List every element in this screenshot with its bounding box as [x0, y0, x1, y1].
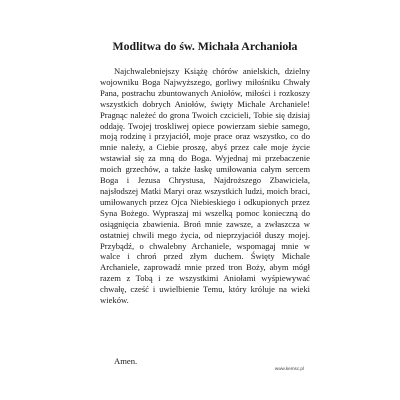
- prayer-card: [96, 28, 314, 373]
- prayer-closing: Amen.: [114, 356, 138, 366]
- prayer-title: Modlitwa do św. Michała Archanioła: [112, 39, 298, 53]
- footer-url: www.kemsc.pl: [274, 366, 304, 371]
- prayer-text: Najchwalebniejszy Książę chórów anielskich, dzielny wojowniku Boga Najwyższego, gorliwy miłośniku Chwały Pana, postrachu zbuntowanych Aniołów, miłości i rozkoszy wszystkich dobrych Aniołów, święty Michale Archaniele! Pragnąc należeć do grona Twoich czcicieli, Tobie się dzisiaj oddaję. Twojej troskliwej opiece powierzam siebie samego, moją rodzinę i przyjaciół, moje prace oraz wszystko, co do mnie należy, a Ciebie proszę, abyś przez całe moje życie wstawiał się za mną do Boga. Wyjednaj mi przebaczenie moich grzechów, a także łaskę umiłowania całym sercem Boga i Jezusa Chrystusa, Najdroższego Zbawiciela, najsłodszej Matki Maryi oraz wszystkich ludzi, moich braci, umiłowanych przez Ojca Niebieskiego i odkupionych przez Syna Bożego. Wypraszaj mi wszelką pomoc konieczną do osiągnięcia zbawienia. Broń mnie zawsze, a zwłaszcza w ostatniej chwili mego życia, od nieprzyjaciół duszy mojej. Przybądź, o chwalebny Archaniele, wspomagaj mnie w walce i chroń przed złym duchem. Święty Michale Archaniele, zaprowadź mnie przed tron Boży, abym mógł razem z Tobą i ze wszystkimi Aniołami wyśpiewywać chwałę, cześć i uwielbienie Temu, który króluje na wieki wieków.: [100, 66, 310, 306]
